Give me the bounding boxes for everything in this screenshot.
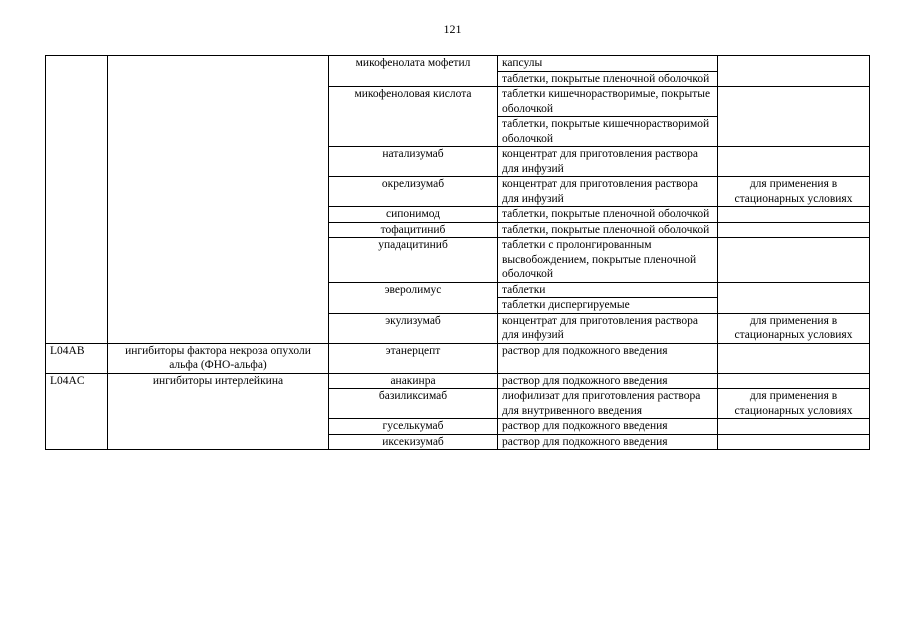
note-cell [718,147,870,177]
dosage-form: таблетки, покрытые кишечнорастворимой оболочкой [498,117,718,147]
code-cell [46,56,108,344]
note-cell [718,56,870,87]
note-cell: для применения в стационарных условиях [718,389,870,419]
drug-name: микофенолата мофетил [329,56,498,87]
atc-code: L04AB [46,343,108,373]
dosage-form: капсулы [498,56,718,72]
drug-name: натализумаб [329,147,498,177]
drug-name: эверолимус [329,282,498,313]
dosage-form: раствор для подкожного введения [498,434,718,450]
group-name: ингибиторы фактора некроза опухоли альфа (ФНО-альфа) [108,343,329,373]
note-cell: для применения в стационарных условиях [718,177,870,207]
page-number: 121 [443,22,462,36]
note-cell [718,87,870,147]
drug-name: окрелизумаб [329,177,498,207]
dosage-form: концентрат для приготовления раствора для инфузий [498,177,718,207]
dosage-form: таблетки кишечнорастворимые, покрытые оболочкой [498,87,718,117]
drug-table-continued [45,343,870,451]
table-row [46,373,870,389]
note-cell [718,419,870,435]
drug-name: сипонимод [329,207,498,223]
note-cell [718,343,870,373]
drug-name: гуселькумаб [329,419,498,435]
drug-name: экулизумаб [329,313,498,343]
dosage-form: концентрат для приготовления раствора для инфузий [498,313,718,343]
dosage-form: раствор для подкожного введения [498,343,718,373]
note-cell [718,207,870,223]
note-cell: для применения в стационарных условиях [718,313,870,343]
drug-name: упадацитиниб [329,238,498,283]
dosage-form: таблетки с пролонгированным высвобождением, покрытые пленочной оболочкой [498,238,718,283]
drug-name: базиликсимаб [329,389,498,419]
dosage-form: лиофилизат для приготовления раствора для внутривенного введения [498,389,718,419]
table-row [46,56,870,72]
note-cell [718,238,870,283]
note-cell [718,222,870,238]
dosage-form: таблетки, покрытые пленочной оболочкой [498,207,718,223]
note-cell [718,373,870,389]
dosage-form: таблетки, покрытые пленочной оболочкой [498,222,718,238]
dosage-form: раствор для подкожного введения [498,373,718,389]
dosage-form: концентрат для приготовления раствора для инфузий [498,147,718,177]
drug-name: этанерцепт [329,343,498,373]
group-cell [108,56,329,344]
dosage-form: таблетки, покрытые пленочной оболочкой [498,71,718,87]
drug-name: тофацитиниб [329,222,498,238]
note-cell [718,434,870,450]
drug-name: иксекизумаб [329,434,498,450]
group-name: ингибиторы интерлейкина [108,373,329,450]
drug-table [45,55,870,344]
drug-name: микофеноловая кислота [329,87,498,147]
table-row [46,343,870,373]
dosage-form: таблетки [498,282,718,298]
atc-code: L04AC [46,373,108,450]
drug-name: анакинра [329,373,498,389]
note-cell [718,282,870,313]
dosage-form: раствор для подкожного введения [498,419,718,435]
dosage-form: таблетки диспергируемые [498,298,718,314]
